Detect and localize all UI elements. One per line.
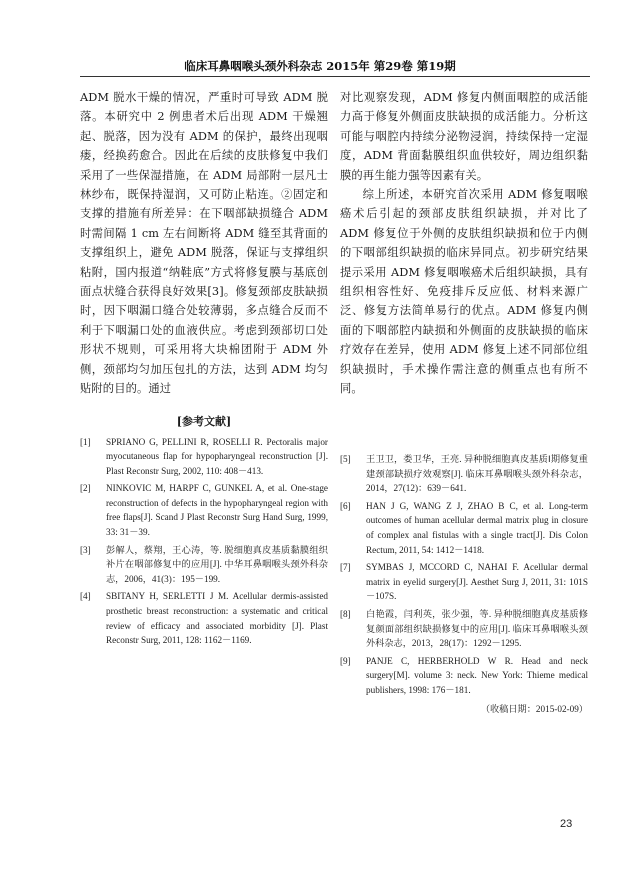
reference-item — [80, 543, 328, 587]
reference-item — [340, 654, 588, 698]
body-paragraph: 对比观察发现，ADM 修复内侧面咽腔的成活能力高于修复外侧面皮肤缺损的成活能力。分析这可能与咽腔内持续分泌物浸润，持续保持一定湿度，ADM 背面黏膜组织血供较好，周边组织黏膜的再生能力强等因素有关。 — [340, 91, 588, 182]
received-date: （收稿日期：2015-02-09） — [480, 703, 588, 714]
body-paragraph: ADM 脱水干燥的情况，严重时可导致 ADM 脱落。本研究中 2 例患者术后出现 ADM 干燥翘起、脱落，因为没有 ADM 的保护，最终出现咽瘘，经换药愈合。因此在后续的皮肤修复中我们采用了一些保湿措施，在 ADM 局部附一层凡士林纱布，既保持湿润，又可防止粘连。②固定和支撑的措施有所差异：在下咽部缺损缝合 ADM 时需间隔 1 cm 左右间断将 ADM 缝至其背面的支撑组织上，避免 ADM 脱落，保证与支撑组织粘附，国内报道“纳鞋底”方式将修复膜与基底创面点状缝合获得良好效果[3]。修复颈部皮肤缺损时，因下咽漏口缝合处较薄弱，多点缝合反而不利于下咽漏口处的血液供应。考虑到颈部切口处形状不规则，可采用将大块棉团附于 ADM 外侧，颈部均匀加压包扎的方法，达到 ADM 均匀贴附的目的。通过 — [80, 91, 328, 396]
reference-item — [340, 607, 588, 651]
reference-number: [1] — [80, 436, 91, 447]
reference-item — [340, 499, 588, 557]
reference-number: [4] — [80, 591, 91, 602]
body-paragraph: 综上所述，本研究首次采用 ADM 修复咽喉癌术后引起的颈部皮肤组织缺损，并对比了 ADM 修复位于外侧的皮肤组织缺损和位于内侧的下咽部组织缺损的临床异同点。初步研究结果提示采用 ADM 修复咽喉癌术后组织缺损，具有组织相容性好、免疫排斥反应低、材料来源广泛、修复方法简单易行的优点。ADM 修复内侧面的下咽部腔内缺损和外侧面的皮肤缺损的临床疗效存在差异，使用 ADM 修复上述不同部位组织缺损时，手术操作需注意的侧重点也有所不同。 — [340, 188, 588, 396]
reference-text: HAN J G, WANG Z J, ZHAO B C, et al. Long-term outcomes of human acellular dermal matrix plug in closure of complex anal fistulas with a single tract[J]. Dis Colon Rectum, 2011, 54: 1412－1418. — [366, 500, 588, 555]
right-column — [340, 88, 588, 399]
reference-number: [5] — [340, 454, 351, 464]
reference-text: NINKOVIC M, HARPF C, GUNKEL A, et al. One-stage reconstruction of defects in the hypopharyngeal region with free flaps[J]. Scand J Plast Reconstr Surg Hand Surg, 1999, 33: 31－39. — [106, 483, 328, 538]
reference-item — [80, 481, 328, 539]
references-heading: [参考文献] — [176, 414, 232, 428]
reference-text: SBITANY H, SERLETTI J M. Acellular dermis-assisted prosthetic breast reconstruction: a systematic and critical review of efficacy and associated morbidity [J]. Plast Reconstr Surg, 2011, 128: 1162－1169. — [106, 591, 328, 646]
reference-number: [7] — [340, 562, 351, 573]
reference-text: 彭解人，蔡翔，王心涛，等. 脱细胞真皮基质黏膜组织补片在咽部修复中的应用[J]. 中华耳鼻咽喉头颈外科杂志，2006，41(3)：195－199. — [106, 544, 328, 584]
reference-item — [340, 560, 588, 604]
reference-item — [340, 452, 588, 496]
reference-number: [2] — [80, 483, 91, 494]
references-list-left — [80, 435, 328, 648]
reference-number: [6] — [340, 500, 351, 511]
reference-text: PANJE C, HERBERHOLD W R. Head and neck surgery[M]. volume 3: neck. New York: Thieme medical publishers, 1998: 176－181. — [366, 655, 588, 695]
reference-text: 王卫卫，娄卫华，王亮. 异种脱细胞真皮基质Ⅰ期修复重建颈部缺损疗效观察[J]. 临床耳鼻咽喉头颈外科杂志，2014，27(12)：639－641. — [366, 454, 588, 494]
journal-header: 临床耳鼻咽喉头颈外科杂志 2015年 第29卷 第19期 — [184, 59, 456, 73]
header-rule — [80, 76, 590, 77]
reference-text: SPRIANO G, PELLINI R, ROSELLI R. Pectoralis major myocutaneous flap for hypopharyngeal reconstruction [J]. Plast Reconstr Surg, 2002, 110: 408－413. — [106, 436, 328, 476]
reference-number: [3] — [80, 544, 91, 555]
reference-number: [9] — [340, 655, 351, 666]
reference-text: 白艳霞，闫利英，张少强，等. 异种脱细胞真皮基质修复颜面部组织缺损修复中的应用[J]. 临床耳鼻咽喉头颈外科杂志，2013，28(17)：1292－1295. — [366, 608, 588, 649]
left-column — [80, 88, 328, 651]
reference-text: SYMBAS J, MCCORD C, NAHAI F. Acellular dermal matrix in eyelid surgery[J]. Aesthet Surg J, 2011, 31: 101S－107S. — [366, 562, 588, 602]
reference-item — [80, 589, 328, 647]
references-list-right — [340, 452, 588, 715]
reference-item — [80, 435, 328, 479]
reference-number: [8] — [340, 608, 351, 619]
page-number: 23 — [560, 818, 573, 830]
